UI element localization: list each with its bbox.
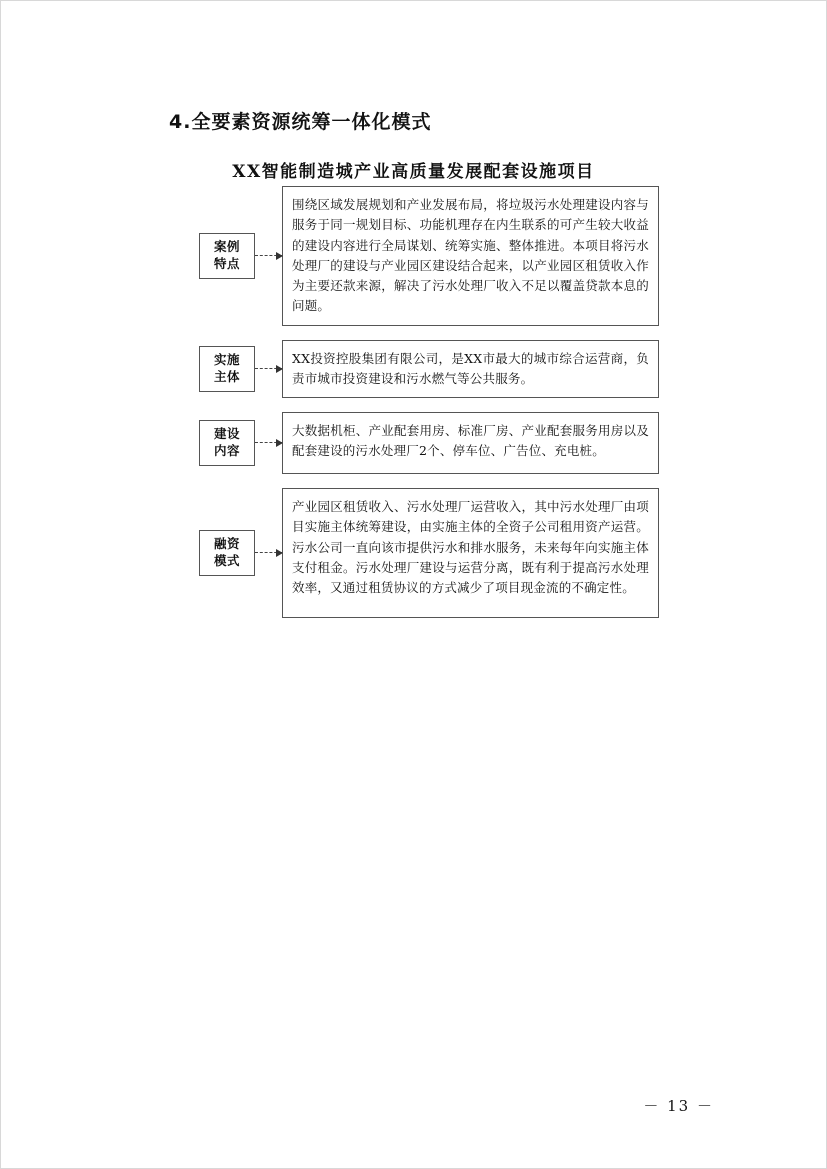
diagram-row bbox=[199, 340, 659, 399]
diagram-label-box bbox=[199, 233, 255, 279]
diagram-row bbox=[199, 186, 659, 326]
diagram-label-text: 实施主体 bbox=[213, 351, 240, 384]
diagram-label-text: 案例特点 bbox=[213, 238, 240, 271]
diagram-content-box bbox=[282, 186, 659, 326]
diagram-label-box bbox=[199, 420, 255, 466]
diagram-content-text: 大数据机柜、产业配套用房、标准厂房、产业配套服务用房以及配套建设的污水处理厂2个、停车位、广告位、充电桩。 bbox=[292, 423, 649, 459]
page-heading: 4.全要素资源统筹一体化模式 bbox=[169, 111, 432, 133]
arrow-icon bbox=[255, 552, 282, 554]
diagram-label-text: 融资模式 bbox=[213, 536, 240, 568]
diagram-content-text: XX投资控股集团有限公司，是XX市最大的城市综合运营商，负责市城市投资建设和污水燃气等公共服务。 bbox=[292, 350, 649, 386]
diagram-label-box bbox=[199, 346, 255, 392]
case-diagram bbox=[199, 186, 659, 632]
arrow-icon bbox=[255, 368, 282, 370]
diagram-content-box bbox=[282, 412, 659, 474]
diagram-label-text: 建设内容 bbox=[213, 426, 240, 458]
diagram-label-box bbox=[199, 530, 255, 576]
page-subheading: XX智能制造城产业高质量发展配套设施项目 bbox=[232, 162, 595, 182]
arrow-icon bbox=[255, 255, 282, 257]
diagram-row bbox=[199, 412, 659, 474]
diagram-content-text: 产业园区租赁收入、污水处理厂运营收入，其中污水处理厂由项目实施主体统筹建设，由实施主体的全资子公司租用资产运营。污水公司一直向该市提供污水和排水服务，未来每年向实施主体支付租金。污水处理厂建设与运营分离，既有利于提高污水处理效率，又通过租赁协议的方式减少了项目现金流的不确定性。 bbox=[292, 499, 649, 595]
diagram-row bbox=[199, 488, 659, 618]
arrow-icon bbox=[255, 442, 282, 444]
page-number: － 13 － bbox=[643, 1097, 714, 1115]
diagram-content-box bbox=[282, 340, 659, 399]
diagram-content-box bbox=[282, 488, 659, 618]
diagram-content-text: 围绕区域发展规划和产业发展布局，将垃圾污水处理建设内容与服务于同一规划目标、功能机理存在内生联系的可产生较大收益的建设内容进行全局谋划、统筹实施、整体推进。本项目将污水处理厂的建设与产业园区建设结合起来，以产业园区租赁收入作为主要还款来源，解决了污水处理厂收入不足以覆盖贷款本息的问题。 bbox=[292, 197, 649, 314]
